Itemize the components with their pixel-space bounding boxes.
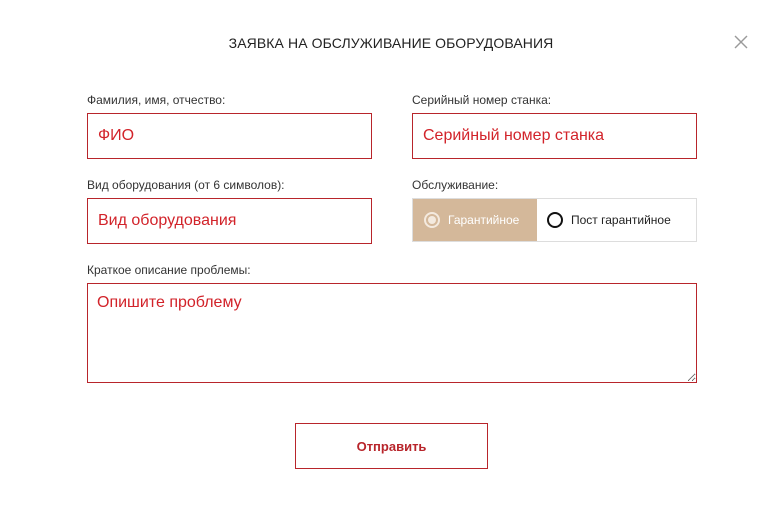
radio-post-warranty[interactable] (537, 199, 696, 241)
radio-unselected-icon (547, 212, 563, 228)
service-label: Обслуживание: (412, 178, 499, 192)
submit-button[interactable]: Отправить (295, 423, 488, 469)
fio-label: Фамилия, имя, отчество: (87, 93, 226, 107)
modal-title: ЗАЯВКА НА ОБСЛУЖИВАНИЕ ОБОРУДОВАНИЯ (228, 35, 554, 51)
serial-label: Серийный номер станка: (412, 93, 552, 107)
radio-warranty[interactable] (413, 199, 537, 241)
radio-post-warranty-label: Пост гарантийное (571, 213, 671, 227)
equipment-type-input[interactable] (87, 198, 372, 244)
radio-warranty-label: Гарантийное (448, 213, 520, 227)
radio-selected-icon (424, 212, 440, 228)
problem-description-textarea[interactable] (87, 283, 697, 383)
close-icon[interactable] (733, 34, 749, 50)
equipment-label: Вид оборудования (от 6 символов): (87, 178, 285, 192)
problem-label: Краткое описание проблемы: (87, 263, 251, 277)
fio-input[interactable] (87, 113, 372, 159)
serial-number-input[interactable] (412, 113, 697, 159)
service-type-radio-group (412, 198, 697, 242)
